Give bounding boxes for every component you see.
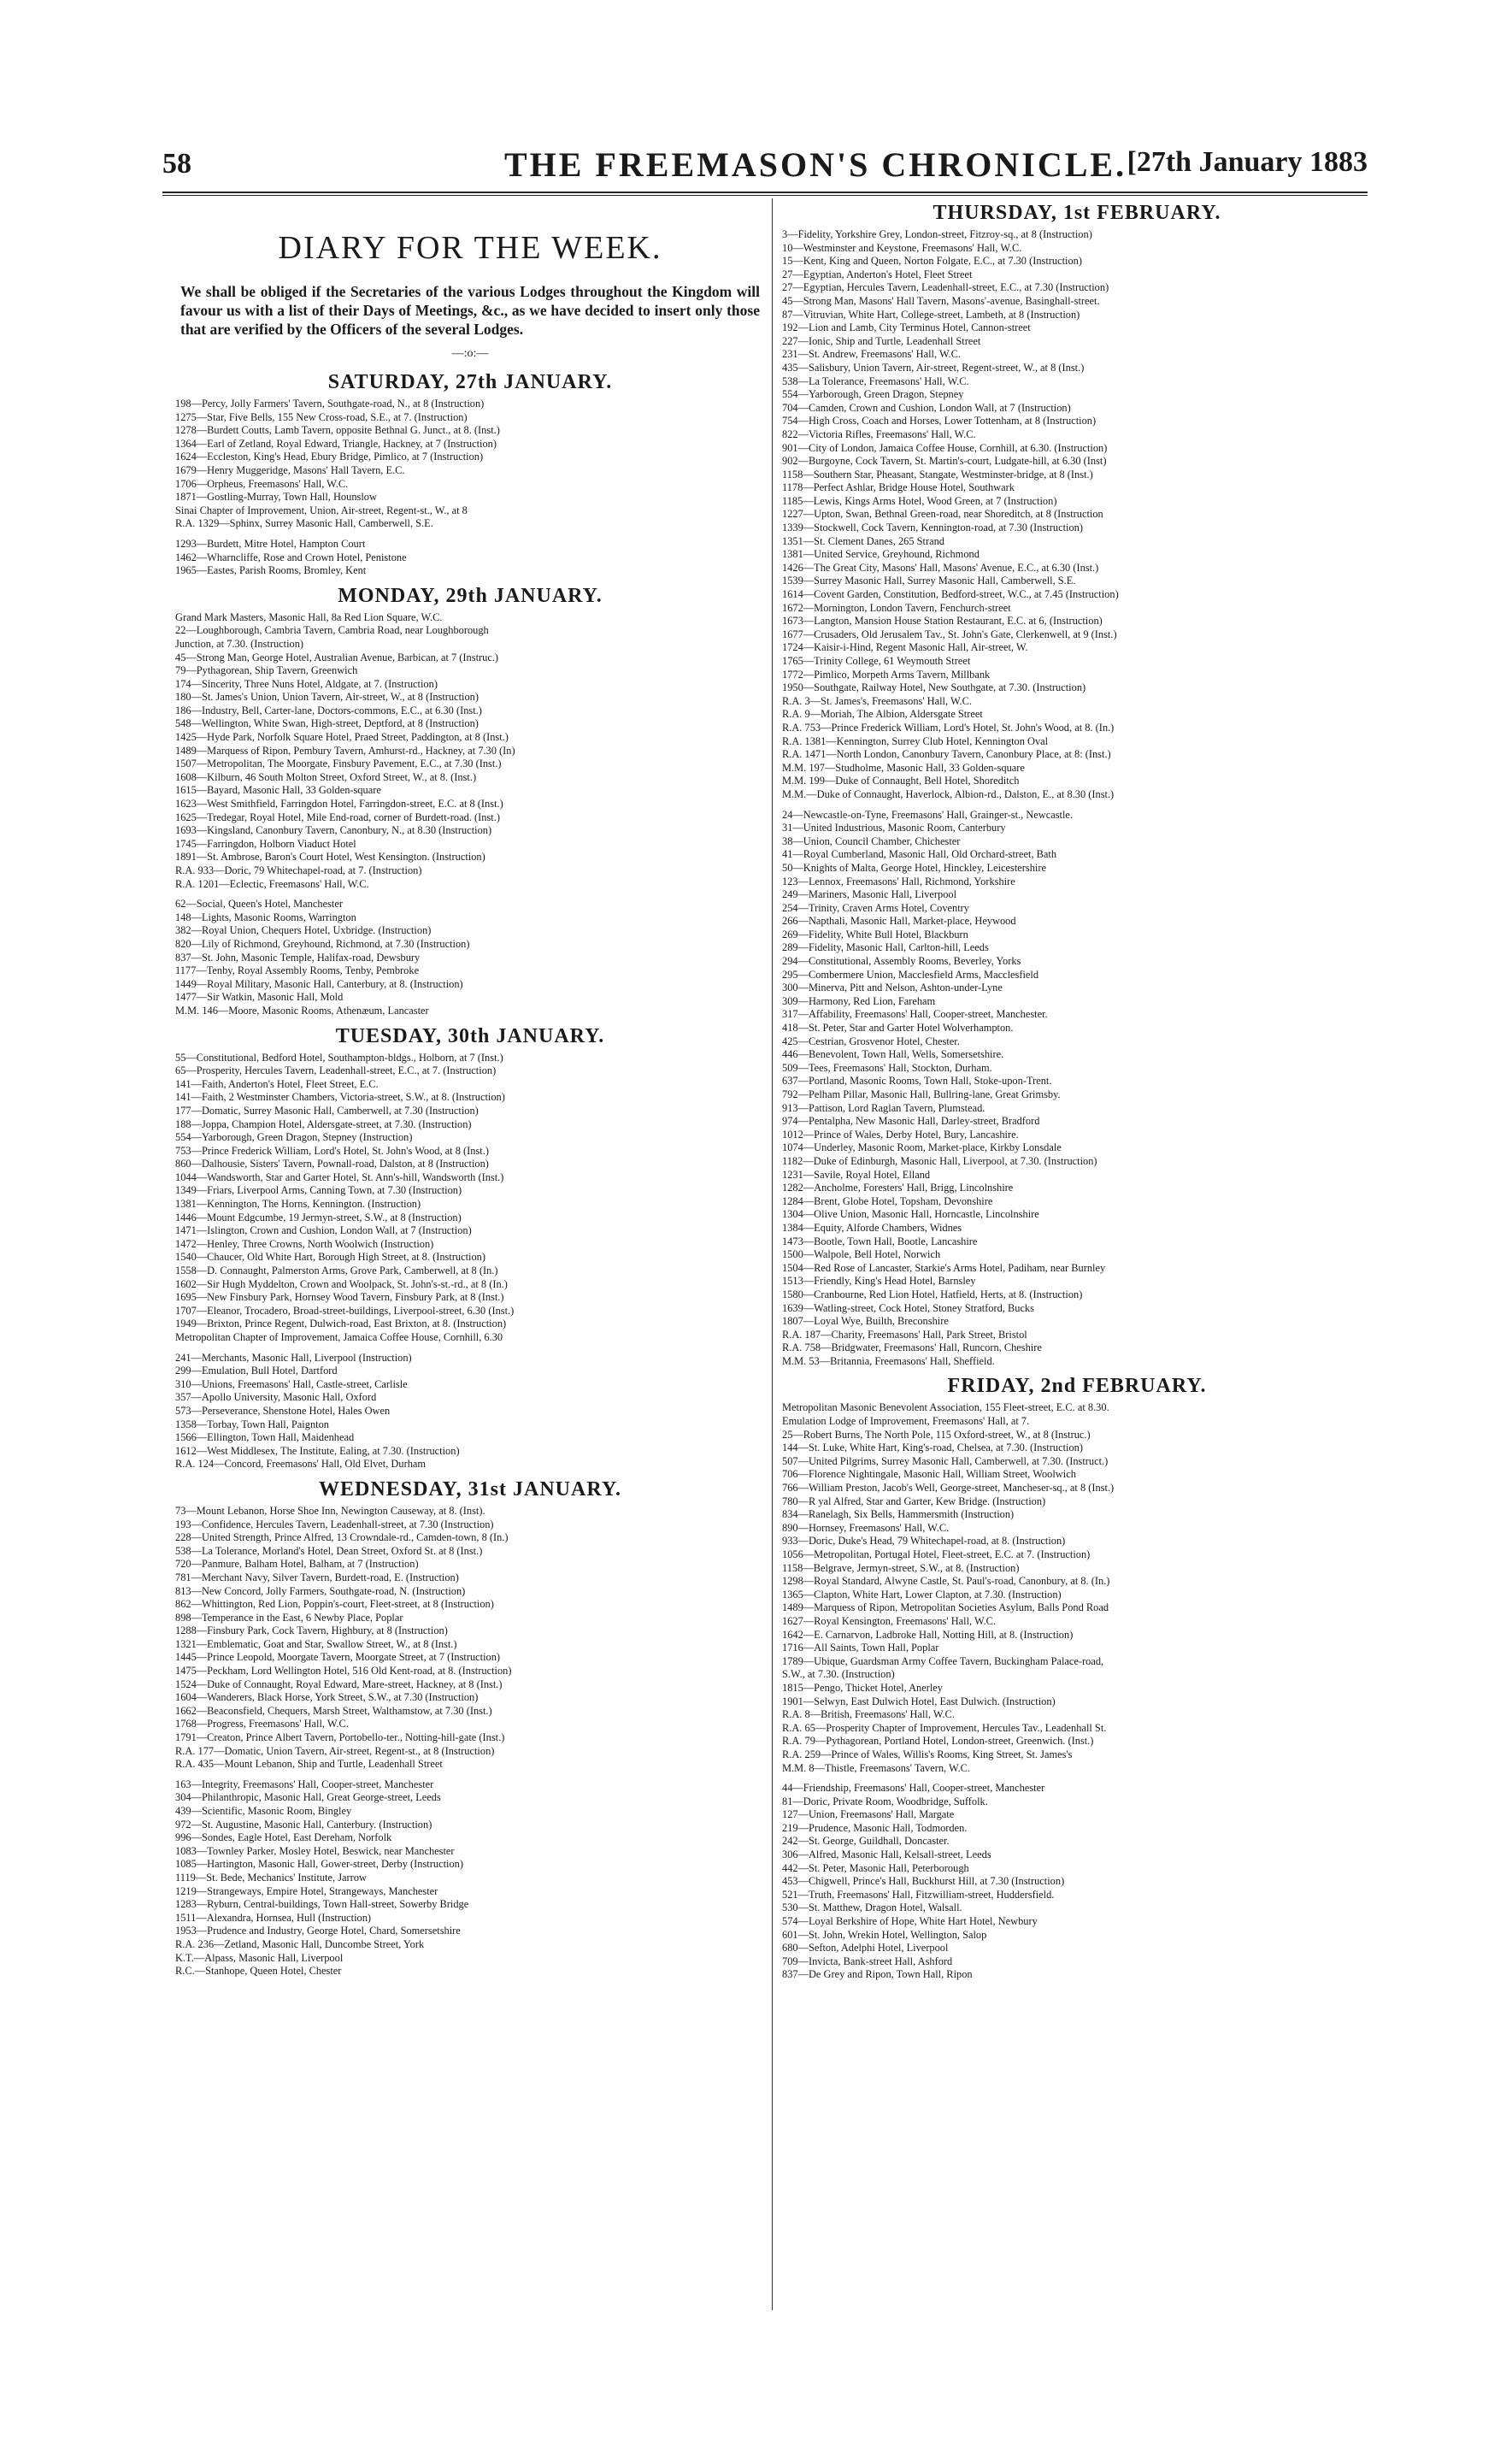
monday-london-list	[175, 611, 765, 891]
lodge-entry: 249—Mariners, Masonic Hall, Liverpool	[782, 888, 957, 901]
lodge-entry: 192—Lion and Lamb, City Terminus Hotel, Cannon-street	[782, 321, 1031, 334]
lodge-entry: 22—Loughborough, Cambria Tavern, Cambria Road, near Loughborough	[175, 624, 489, 637]
lodge-entry: 1012—Prince of Wales, Derby Hotel, Bury, Lancashire.	[782, 1128, 1019, 1141]
lodge-entry: R.A. 3—St. James's, Freemasons' Hall, W.C.	[782, 694, 972, 707]
lodge-entry: 837—De Grey and Ripon, Town Hall, Ripon	[782, 1968, 973, 1981]
lodge-entry: 1608—Kilburn, 46 South Molton Street, Oxford Street, W., at 8. (Inst.)	[175, 770, 477, 783]
lodge-entry: 1623—West Smithfield, Farringdon Hotel, Farringdon-street, E.C. at 8 (Inst.)	[175, 798, 503, 811]
lodge-entry: 1056—Metropolitan, Portugal Hotel, Fleet-street, E.C. at 7. (Instruction)	[782, 1548, 1091, 1560]
lodge-entry: 1953—Prudence and Industry, George Hotel, Chard, Somersetshire	[175, 1925, 461, 1937]
wednesday-london-list	[175, 1505, 765, 1772]
lodge-entry: 435—Salisbury, Union Tavern, Air-street, Regent-street, W., at 8 (Inst.)	[782, 361, 1085, 374]
lodge-entry: R.A. 79—Pythagorean, Portland Hotel, London-street, Greenwich. (Inst.)	[782, 1735, 1094, 1748]
header-rule	[162, 192, 1368, 193]
lodge-entry: 822—Victoria Rifles, Freemasons' Hall, W.C.	[782, 427, 976, 440]
lodge-entry: 1471—Islington, Crown and Cushion, London Wall, at 7 (Instruction)	[175, 1224, 472, 1237]
lodge-entry: 1612—West Middlesex, The Institute, Ealing, at 7.30. (Instruction)	[175, 1444, 460, 1457]
lodge-entry: 554—Yarborough, Green Dragon, Stepney (Instruction)	[175, 1131, 413, 1144]
column-divider	[772, 198, 773, 2310]
lodge-entry: 1426—The Great City, Masons' Hall, Masons' Avenue, E.C., at 6.30 (Inst.)	[782, 561, 1099, 574]
lodge-entry: 1304—Olive Union, Masonic Hall, Horncastle, Lincolnshire	[782, 1208, 1039, 1221]
lodge-entry: 73—Mount Lebanon, Horse Shoe Inn, Newington Causeway, at 8. (Inst).	[175, 1504, 485, 1517]
lodge-entry: M.M. 199—Duke of Connaught, Bell Hotel, Shoreditch	[782, 775, 1020, 787]
lodge-entry: 1219—Strangeways, Empire Hotel, Strangeways, Manchester	[175, 1884, 438, 1897]
lodge-entry: 446—Benevolent, Town Hall, Wells, Somersetshire.	[782, 1048, 1004, 1061]
lodge-entry: 174—Sincerity, Three Nuns Hotel, Aldgate, at 7. (Instruction)	[175, 677, 438, 690]
lodge-entry: 266—Napthali, Masonic Hall, Market-place, Heywood	[782, 915, 1016, 928]
lodge-entry: 1425—Hyde Park, Norfolk Square Hotel, Praed Street, Paddington, at 8 (Inst.)	[175, 731, 509, 744]
lodge-entry: 1772—Pimlico, Morpeth Arms Tavern, Millbank	[782, 668, 991, 681]
lodge-entry: 295—Combermere Union, Macclesfield Arms, Macclesfield	[782, 968, 1039, 981]
lodge-entry: 509—Tees, Freemasons' Hall, Stockton, Durham.	[782, 1061, 992, 1074]
lodge-entry: 1662—Beaconsfield, Chequers, Marsh Street, Walthamstow, at 7.30 (Inst.)	[175, 1704, 492, 1717]
lodge-entry: 530—St. Matthew, Dragon Hotel, Walsall.	[782, 1902, 962, 1914]
lodge-entry: 1504—Red Rose of Lancaster, Starkie's Arms Hotel, Padiham, near Burnley	[782, 1261, 1106, 1274]
lodge-entry: Sinai Chapter of Improvement, Union, Air-street, Regent-st., W., at 8	[175, 504, 468, 516]
lodge-entry: 706—Florence Nightingale, Masonic Hall, William Street, Woolwich	[782, 1468, 1076, 1481]
lodge-entry: 972—St. Augustine, Masonic Hall, Canterbury. (Instruction)	[175, 1818, 432, 1831]
lodge-entry: 38—Union, Council Chamber, Chichester	[782, 834, 961, 847]
lodge-entry: R.A. 9—Moriah, The Albion, Aldersgate Street	[782, 708, 983, 721]
day-heading-friday: FRIDAY, 2nd FEBRUARY.	[947, 1375, 1207, 1398]
lodge-entry: 1602—Sir Hugh Myddelton, Crown and Woolpack, St. John's-st.-rd., at 8 (In.)	[175, 1277, 508, 1290]
lodge-entry: 860—Dalhousie, Sisters' Tavern, Pownall-road, Dalston, at 8 (Instruction)	[175, 1158, 489, 1170]
lodge-entry: 1083—Townley Parker, Mosley Hotel, Beswick, near Manchester	[175, 1844, 455, 1857]
friday-london-list	[782, 1401, 1372, 1775]
tuesday-provincial-list	[175, 1352, 765, 1471]
lodge-entry: K.T.—Alpass, Masonic Hall, Liverpool	[175, 1951, 344, 1964]
lodge-entry: 1524—Duke of Connaught, Royal Edward, Mare-street, Hackney, at 8 (Inst.)	[175, 1677, 503, 1690]
lodge-entry: 294—Constitutional, Assembly Rooms, Beverley, Yorks	[782, 955, 1021, 968]
day-heading-thursday: THURSDAY, 1st FEBRUARY.	[932, 202, 1221, 224]
lodge-entry: R.A. 753—Prince Frederick William, Lord's Hotel, St. John's Wood, at 8. (In.)	[782, 721, 1115, 734]
lodge-entry: 1275—Star, Five Bells, 155 New Cross-road, S.E., at 7. (Instruction)	[175, 410, 468, 423]
lodge-entry: 1604—Wanderers, Black Horse, York Street, S.W., at 7.30 (Instruction)	[175, 1691, 479, 1704]
lodge-entry: 1791—Creaton, Prince Albert Tavern, Portobello-ter., Notting-hill-gate (Inst.)	[175, 1731, 505, 1744]
lodge-entry: 1695—New Finsbury Park, Hornsey Wood Tavern, Finsbury Park, at 8 (Inst.)	[175, 1291, 504, 1304]
day-heading-wednesday: WEDNESDAY, 31st JANUARY.	[319, 1477, 621, 1501]
lodge-entry: 933—Doric, Duke's Head, 79 Whitechapel-road, at 8. (Instruction)	[782, 1535, 1066, 1548]
section-separator: —:o:—	[451, 347, 489, 360]
lodge-entry: 1627—Royal Kensington, Freemasons' Hall, W.C.	[782, 1614, 997, 1627]
lodge-entry: 1815—Pengo, Thicket Hotel, Anerley	[782, 1681, 944, 1694]
saturday-london-list	[175, 398, 765, 531]
lodge-entry: 87—Vitruvian, White Hart, College-street, Lambeth, at 8 (Instruction)	[782, 308, 1080, 321]
lodge-entry: R.A. 933—Doric, 79 Whitechapel-road, at 7. (Instruction)	[175, 864, 422, 876]
lodge-entry: 79—Pythagorean, Ship Tavern, Greenwich	[175, 664, 358, 677]
lodge-entry: 1381—United Service, Greyhound, Richmond	[782, 548, 980, 561]
lodge-entry: 792—Pelham Pillar, Masonic Hall, Bullring-lane, Great Grimsby.	[782, 1088, 1061, 1100]
lodge-entry: 820—Lily of Richmond, Greyhound, Richmond, at 7.30 (Instruction)	[175, 937, 470, 950]
lodge-entry: Junction, at 7.30. (Instruction)	[175, 637, 304, 650]
day-heading-saturday: SATURDAY, 27th JANUARY.	[327, 371, 613, 393]
lodge-entry: 1158—Southern Star, Pheasant, Stangate, Westminster-bridge, at 8 (Inst.)	[782, 468, 1093, 481]
lodge-entry: 1283—Ryburn, Central-buildings, Town Hall-street, Sowerby Bridge	[175, 1898, 469, 1911]
diary-intro: We shall be obliged if the Secretaries of the various Lodges throughout the Kingdom will favour us with a list of their Days of Meetings, &c., as we have decided to insert only those that are verified by the Officers of the several Lodges.	[180, 283, 760, 338]
lodge-entry: 1765—Trinity College, 61 Weymouth Street	[782, 655, 971, 667]
lodge-entry: 231—St. Andrew, Freemasons' Hall, W.C.	[782, 348, 961, 361]
tuesday-london-list	[175, 1052, 765, 1345]
lodge-entry: 1349—Friars, Liverpool Arms, Canning Town, at 7.30 (Instruction)	[175, 1184, 462, 1197]
lodge-entry: 309—Harmony, Red Lion, Fareham	[782, 994, 936, 1007]
lodge-entry: 1473—Bootle, Town Hall, Bootle, Lancashire	[782, 1235, 978, 1247]
lodge-entry: R.A. 1201—Eclectic, Freemasons' Hall, W.C.	[175, 877, 369, 890]
friday-provincial-list	[782, 1782, 1372, 1982]
lodge-entry: 62—Social, Queen's Hotel, Manchester	[175, 898, 343, 911]
lodge-entry: 1679—Henry Muggeridge, Masons' Hall Tavern, E.C.	[175, 463, 405, 476]
lodge-entry: 418—St. Peter, Star and Garter Hotel Wolverhampton.	[782, 1022, 1014, 1035]
lodge-entry: 720—Panmure, Balham Hotel, Balham, at 7 (Instruction)	[175, 1558, 419, 1571]
lodge-entry: 227—Ionic, Ship and Turtle, Leadenhall Street	[782, 334, 981, 347]
lodge-entry: 1539—Surrey Masonic Hall, Surrey Masonic Hall, Camberwell, S.E.	[782, 575, 1076, 587]
lodge-entry: 188—Joppa, Champion Hotel, Aldersgate-street, at 7.30. (Instruction)	[175, 1117, 472, 1130]
lodge-entry: 300—Minerva, Pitt and Nelson, Ashton-under-Lyne	[782, 982, 1003, 994]
lodge-entry: 1227—Upton, Swan, Bethnal Green-road, near Shoreditch, at 8 (Instruction	[782, 508, 1103, 521]
lodge-entry: 1950—Southgate, Railway Hotel, New Southgate, at 7.30. (Instruction)	[782, 681, 1086, 694]
lodge-entry: 1177—Tenby, Royal Assembly Rooms, Tenby, Pembroke	[175, 964, 420, 977]
lodge-entry: 310—Unions, Freemasons' Hall, Castle-street, Carlisle	[175, 1377, 408, 1390]
lodge-entry: R.A. 65—Prosperity Chapter of Improvement, Hercules Tav., Leadenhall St.	[782, 1721, 1107, 1734]
publication-title: THE FREEMASON'S CHRONICLE.	[504, 145, 1127, 184]
left-column	[175, 198, 765, 1985]
lodge-entry: 1625—Tredegar, Royal Hotel, Mile End-road, corner of Burdett-road. (Inst.)	[175, 811, 500, 823]
lodge-entry: 299—Emulation, Bull Hotel, Dartford	[175, 1365, 338, 1377]
lodge-entry: M.M. 8—Thistle, Freemasons' Tavern, W.C.	[782, 1761, 971, 1774]
lodge-entry: 41—Royal Cumberland, Masonic Hall, Old Orchard-street, Bath	[782, 848, 1057, 861]
lodge-entry: 31—United Industrious, Masonic Room, Canterbury	[782, 822, 1006, 834]
lodge-entry: 680—Sefton, Adelphi Hotel, Liverpool	[782, 1942, 949, 1955]
lodge-entry: 573—Perseverance, Shenstone Hotel, Hales Owen	[175, 1404, 391, 1417]
lodge-entry: Grand Mark Masters, Masonic Hall, 8a Red Lion Square, W.C.	[175, 610, 443, 623]
lodge-entry: R.A. 435—Mount Lebanon, Ship and Turtle, Leadenhall Street	[175, 1758, 443, 1771]
lodge-entry: R.A. 1471—North London, Canonbury Tavern, Canonbury Place, at 8: (Inst.)	[782, 748, 1111, 761]
lodge-entry: 1677—Crusaders, Old Jerusalem Tav., St. John's Gate, Clerkenwell, at 9 (Inst.)	[782, 628, 1117, 640]
lodge-entry: 81—Doric, Private Room, Woodbridge, Suffolk.	[782, 1795, 988, 1807]
lodge-entry: R.A. 8—British, Freemasons' Hall, W.C.	[782, 1708, 955, 1721]
lodge-entry: 1231—Savile, Royal Hotel, Elland	[782, 1168, 931, 1181]
lodge-entry: 27—Egyptian, Anderton's Hotel, Fleet Street	[782, 268, 973, 280]
lodge-entry: 1475—Peckham, Lord Wellington Hotel, 516 Old Kent-road, at 8. (Instruction)	[175, 1665, 512, 1677]
lodge-entry: 27—Egyptian, Hercules Tavern, Leadenhall-street, E.C., at 7.30 (Instruction)	[782, 281, 1109, 294]
lodge-entry: R.A. 124—Concord, Freemasons' Hall, Old Elvet, Durham	[175, 1458, 427, 1471]
lodge-entry: 219—Prudence, Masonic Hall, Todmorden.	[782, 1821, 968, 1834]
lodge-entry: 1891—St. Ambrose, Baron's Court Hotel, West Kensington. (Instruction)	[175, 851, 485, 864]
lodge-entry: R.A. 177—Domatic, Union Tavern, Air-street, Regent-st., at 8 (Instruction)	[175, 1744, 495, 1757]
lodge-entry: 1489—Marquess of Ripon, Pembury Tavern, Amhurst-rd., Hackney, at 7.30 (In)	[175, 744, 515, 757]
lodge-entry: R.A. 758—Bridgwater, Freemasons' Hall, Runcorn, Cheshire	[782, 1341, 1042, 1354]
lodge-entry: 1642—E. Carnarvon, Ladbroke Hall, Notting Hill, at 8. (Instruction)	[782, 1628, 1074, 1641]
lodge-entry: 453—Chigwell, Prince's Hall, Buckhurst Hill, at 7.30 (Instruction)	[782, 1875, 1065, 1888]
lodge-entry: 24—Newcastle-on-Tyne, Freemasons' Hall, Grainger-st., Newcastle.	[782, 808, 1074, 821]
lodge-entry: 1339—Stockwell, Cock Tavern, Kennington-road, at 7.30 (Instruction)	[782, 522, 1083, 534]
diary-title: DIARY FOR THE WEEK.	[278, 230, 662, 266]
lodge-entry: 601—St. John, Wrekin Hotel, Wellington, Salop	[782, 1928, 987, 1941]
lodge-entry: 1446—Mount Edgcumbe, 19 Jermyn-street, S.W., at 8 (Instruction)	[175, 1211, 462, 1223]
lodge-entry: 834—Ranelagh, Six Bells, Hammersmith (Instruction)	[782, 1508, 1015, 1521]
lodge-entry: 890—Hornsey, Freemasons' Hall, W.C.	[782, 1521, 950, 1534]
lodge-entry: 521—Truth, Freemasons' Hall, Fitzwilliam-street, Huddersfield.	[782, 1888, 1055, 1901]
lodge-entry: 1044—Wandsworth, Star and Garter Hotel, St. Ann's-hill, Wandsworth (Inst.)	[175, 1170, 504, 1183]
lodge-entry: 1293—Burdett, Mitre Hotel, Hampton Court	[175, 537, 366, 550]
wednesday-provincial-list	[175, 1778, 765, 1978]
lodge-entry: 1724—Kaisir-i-Hind, Regent Masonic Hall, Air-street, W.	[782, 641, 1028, 654]
lodge-entry: 1384—Equity, Alforde Chambers, Widnes	[782, 1221, 962, 1234]
lodge-entry: 177—Domatic, Surrey Masonic Hall, Camberwell, at 7.30 (Instruction)	[175, 1104, 479, 1117]
lodge-entry: 1693—Kingsland, Canonbury Tavern, Canonbury, N., at 8.30 (Instruction)	[175, 824, 492, 837]
lodge-entry: 1511—Alexandra, Hornsea, Hull (Instruction)	[175, 1911, 372, 1924]
lodge-entry: 50—Knights of Malta, George Hotel, Hinckley, Leicestershire	[782, 861, 1046, 874]
lodge-entry: 1284—Brent, Globe Hotel, Topsham, Devonshire	[782, 1194, 993, 1207]
lodge-entry: Emulation Lodge of Improvement, Freemasons' Hall, at 7.	[782, 1415, 1030, 1428]
lodge-entry: Metropolitan Chapter of Improvement, Jamaica Coffee House, Cornhill, 6.30	[175, 1331, 503, 1343]
header-rule-thin	[162, 195, 1368, 196]
lodge-entry: R.A. 1381—Kennington, Surrey Club Hotel, Kennington Oval	[782, 734, 1049, 747]
lodge-entry: 548—Wellington, White Swan, High-street, Deptford, at 8 (Instruction)	[175, 717, 479, 730]
lodge-entry: 1074—Underley, Masonic Room, Market-place, Kirkby Lonsdale	[782, 1141, 1062, 1154]
lodge-entry: M.M. 53—Britannia, Freemasons' Hall, Sheffield.	[782, 1354, 995, 1367]
lodge-entry: 45—Strong Man, Masons' Hall Tavern, Masons'-avenue, Basinghall-street.	[782, 294, 1100, 307]
lodge-entry: 44—Friendship, Freemasons' Hall, Cooper-street, Manchester	[782, 1782, 1045, 1795]
thursday-london-list	[782, 228, 1372, 802]
lodge-entry: 1540—Chaucer, Old White Hart, Borough High Street, at 8. (Instruction)	[175, 1251, 486, 1264]
lodge-entry: 1558—D. Connaught, Palmerston Arms, Grove Park, Camberwell, at 8 (In.)	[175, 1265, 498, 1277]
lodge-entry: 15—Kent, King and Queen, Norton Folgate, E.C., at 7.30 (Instruction)	[782, 255, 1083, 268]
lodge-entry: 439—Scientific, Masonic Room, Bingley	[175, 1805, 352, 1817]
lodge-entry: 1282—Ancholme, Foresters' Hall, Brigg, Lincolnshire	[782, 1182, 1014, 1194]
lodge-entry: 554—Yarborough, Green Dragon, Stepney	[782, 388, 964, 401]
lodge-entry: 1500—Walpole, Bell Hotel, Norwich	[782, 1248, 941, 1261]
lodge-entry: R.A. 236—Zetland, Masonic Hall, Duncombe Street, York	[175, 1937, 425, 1950]
lodge-entry: R.C.—Stanhope, Queen Hotel, Chester	[175, 1965, 342, 1978]
lodge-entry: 1513—Friendly, King's Head Hotel, Barnsley	[782, 1275, 976, 1288]
day-heading-tuesday: TUESDAY, 30th JANUARY.	[335, 1024, 605, 1047]
lodge-entry: 1624—Eccleston, King's Head, Ebury Bridge, Pimlico, at 7 (Instruction)	[175, 451, 484, 463]
lodge-entry: 123—Lennox, Freemasons' Hall, Richmond, Yorkshire	[782, 875, 1015, 887]
page-header	[162, 141, 1368, 192]
issue-date: [27th January 1883	[1127, 146, 1368, 178]
lodge-entry: 862—Whittington, Red Lion, Poppin's-court, Fleet-street, at 8 (Instruction)	[175, 1598, 494, 1611]
lodge-entry: R.A. 1329—Sphinx, Surrey Masonic Hall, Camberwell, S.E.	[175, 517, 433, 530]
lodge-entry: 902—Burgoyne, Cock Tavern, St. Martin's-court, Ludgate-hill, at 6.30 (Inst)	[782, 455, 1107, 468]
lodge-entry: 1949—Brixton, Prince Regent, Dulwich-road, East Brixton, at 8. (Instruction)	[175, 1318, 507, 1330]
lodge-entry: 186—Industry, Bell, Carter-lane, Doctors-commons, E.C., at 6.30 (Inst.)	[175, 704, 482, 716]
lodge-entry: 1462—Wharncliffe, Rose and Crown Hotel, Penistone	[175, 551, 407, 563]
lodge-entry: 780—R yal Alfred, Star and Garter, Kew Bridge. (Instruction)	[782, 1495, 1046, 1507]
lodge-entry: 198—Percy, Jolly Farmers' Tavern, Southgate-road, N., at 8 (Instruction)	[175, 398, 485, 410]
lodge-entry: 1321—Emblematic, Goat and Star, Swallow Street, W., at 8 (Inst.)	[175, 1637, 457, 1650]
lodge-entry: 141—Faith, Anderton's Hotel, Fleet Street, E.C.	[175, 1077, 379, 1090]
day-heading-monday: MONDAY, 29th JANUARY.	[338, 584, 603, 607]
lodge-entry: 163—Integrity, Freemasons' Hall, Cooper-street, Manchester	[175, 1778, 434, 1790]
lodge-entry: 306—Alfred, Masonic Hall, Kelsall-street, Leeds	[782, 1848, 991, 1861]
lodge-entry: M.M.—Duke of Connaught, Haverlock, Albion-rd., Dalston, E., at 8.30 (Inst.)	[782, 787, 1115, 800]
lodge-entry: 127—Union, Freemasons' Hall, Margate	[782, 1808, 955, 1821]
lodge-entry: 1615—Bayard, Masonic Hall, 33 Golden-square	[175, 784, 381, 797]
lodge-entry: 753—Prince Frederick William, Lord's Hotel, St. John's Wood, at 8 (Inst.)	[175, 1144, 489, 1157]
lodge-entry: 1673—Langton, Mansion House Station Restaurant, E.C. at 6, (Instruction)	[782, 615, 1103, 628]
lodge-entry: 289—Fidelity, Masonic Hall, Carlton-hill, Leeds	[782, 941, 989, 954]
lodge-entry: 1965—Eastes, Parish Rooms, Bromley, Kent	[175, 564, 367, 577]
lodge-entry: 141—Faith, 2 Westminster Chambers, Victoria-street, S.W., at 8. (Instruction)	[175, 1091, 505, 1104]
lodge-entry: 1364—Earl of Zetland, Royal Edward, Triangle, Hackney, at 7 (Instruction)	[175, 437, 497, 450]
lodge-entry: 1182—Duke of Edinburgh, Masonic Hall, Liverpool, at 7.30. (Instruction)	[782, 1154, 1097, 1167]
lodge-entry: 180—St. James's Union, Union Tavern, Air-street, W., at 8 (Instruction)	[175, 691, 479, 704]
lodge-entry: 1768—Progress, Freemasons' Hall, W.C.	[175, 1718, 349, 1731]
lodge-entry: 1358—Torbay, Town Hall, Paignton	[175, 1418, 329, 1430]
lodge-entry: 425—Cestrian, Grosvenor Hotel, Chester.	[782, 1035, 960, 1047]
lodge-entry: 507—United Pilgrims, Surrey Masonic Hall, Camberwell, at 7.30. (Instruct.)	[782, 1454, 1109, 1467]
lodge-entry: 637—Portland, Masonic Rooms, Town Hall, Stoke-upon-Trent.	[782, 1075, 1052, 1088]
lodge-entry: 1472—Henley, Three Crowns, North Woolwich (Instruction)	[175, 1237, 434, 1250]
lodge-entry: 193—Confidence, Hercules Tavern, Leadenhall-street, at 7.30 (Instruction)	[175, 1518, 494, 1530]
lodge-entry: 1085—Hartington, Masonic Hall, Gower-street, Derby (Instruction)	[175, 1858, 463, 1871]
lodge-entry: 1278—Burdett Coutts, Lamb Tavern, opposite Bethnal G. Junct., at 8. (Inst.)	[175, 424, 500, 437]
lodge-entry: 317—Affability, Freemasons' Hall, Cooper-street, Manchester.	[782, 1008, 1048, 1021]
lodge-entry: 754—High Cross, Coach and Horses, Lower Tottenham, at 8 (Instruction)	[782, 415, 1097, 427]
lodge-entry: 709—Invicta, Bank-street Hall, Ashford	[782, 1955, 953, 1967]
lodge-entry: 1580—Cranbourne, Red Lion Hotel, Hatfield, Herts, at 8. (Instruction)	[782, 1288, 1083, 1300]
lodge-entry: 1119—St. Bede, Mechanics' Institute, Jarrow	[175, 1871, 367, 1884]
lodge-entry: 1639—Watling-street, Cock Hotel, Stoney Stratford, Bucks	[782, 1301, 1034, 1314]
lodge-entry: R.A. 259—Prince of Wales, Willis's Rooms, King Street, St. James's	[782, 1748, 1073, 1760]
lodge-entry: 837—St. John, Masonic Temple, Halifax-road, Dewsbury	[175, 951, 421, 964]
lodge-entry: 1566—Ellington, Town Hall, Maidenhead	[175, 1431, 355, 1444]
lodge-entry: 901—City of London, Jamaica Coffee House, Cornhill, at 6.30. (Instruction)	[782, 441, 1108, 454]
lodge-entry: 574—Loyal Berkshire of Hope, White Hart Hotel, Newbury	[782, 1915, 1038, 1928]
lodge-entry: 1477—Sir Watkin, Masonic Hall, Mold	[175, 991, 344, 1004]
lodge-entry: 1178—Perfect Ashlar, Bridge House Hotel, Southwark	[782, 481, 1015, 494]
lodge-entry: 3—Fidelity, Yorkshire Grey, London-street, Fitzroy-sq., at 8 (Instruction)	[782, 228, 1092, 240]
lodge-entry: 45—Strong Man, George Hotel, Australian Avenue, Barbican, at 7 (Instruc.)	[175, 651, 499, 663]
lodge-entry: 1507—Metropolitan, The Moorgate, Finsbury Pavement, E.C., at 7.30 (Inst.)	[175, 758, 502, 770]
thursday-provincial-list	[782, 809, 1372, 1369]
lodge-entry: 813—New Concord, Jolly Farmers, Southgate-road, N. (Instruction)	[175, 1584, 466, 1597]
lodge-entry: 254—Trinity, Craven Arms Hotel, Coventry	[782, 901, 970, 914]
lodge-entry: 442—St. Peter, Masonic Hall, Peterborough	[782, 1861, 969, 1874]
lodge-entry: 1716—All Saints, Town Hall, Poplar	[782, 1642, 939, 1654]
lodge-entry: Metropolitan Masonic Benevolent Association, 155 Fleet-street, E.C. at 8.30.	[782, 1401, 1109, 1414]
lodge-entry: 1789—Ubique, Guardsman Army Coffee Tavern, Buckingham Palace-road,	[782, 1654, 1104, 1667]
lodge-entry: 913—Pattison, Lord Raglan Tavern, Plumstead.	[782, 1101, 985, 1114]
lodge-entry: 974—Pentalpha, New Masonic Hall, Darley-street, Bradford	[782, 1115, 1040, 1128]
lodge-entry: 55—Constitutional, Bedford Hotel, Southampton-bldgs., Holborn, at 7 (Inst.)	[175, 1051, 503, 1064]
lodge-entry: 1449—Royal Military, Masonic Hall, Canterbury, at 8. (Instruction)	[175, 977, 463, 990]
lodge-entry: 1807—Loyal Wye, Builth, Breconshire	[782, 1315, 949, 1328]
lodge-entry: 269—Fidelity, White Bull Hotel, Blackburn	[782, 928, 968, 940]
lodge-entry: 1489—Marquess of Ripon, Metropolitan Societies Asylum, Balls Pond Road	[782, 1601, 1109, 1614]
lodge-entry: M.M. 197—Studholme, Masonic Hall, 33 Golden-square	[782, 761, 1025, 774]
lodge-entry: 1871—Gostling-Murray, Town Hall, Hounslow	[175, 491, 377, 504]
lodge-entry: 1707—Eleanor, Trocadero, Broad-street-buildings, Liverpool-street, 6.30 (Inst.)	[175, 1304, 515, 1317]
lodge-entry: 781—Merchant Navy, Silver Tavern, Burdett-road, E. (Instruction)	[175, 1571, 459, 1583]
lodge-entry: 228—United Strength, Prince Alfred, 13 Crowndale-rd., Camden-town, 8 (In.)	[175, 1531, 509, 1544]
lodge-entry: S.W., at 7.30. (Instruction)	[782, 1668, 895, 1681]
saturday-provincial-list	[175, 538, 765, 578]
lodge-entry: 538—La Tolerance, Morland's Hotel, Dean Street, Oxford St. at 8 (Inst.)	[175, 1544, 483, 1557]
lodge-entry: 1288—Finsbury Park, Cock Tavern, Highbury, at 8 (Instruction)	[175, 1624, 448, 1637]
lodge-entry: M.M. 146—Moore, Masonic Rooms, Athenæum, Lancaster	[175, 1004, 429, 1017]
lodge-entry: 1365—Clapton, White Hart, Lower Clapton, at 7.30. (Instruction)	[782, 1588, 1062, 1601]
lodge-entry: 1672—Mornington, London Tavern, Fenchurch-street	[782, 601, 1011, 614]
lodge-entry: 10—Westminster and Keystone, Freemasons' Hall, W.C.	[782, 241, 1022, 254]
lodge-entry: 357—Apollo University, Masonic Hall, Oxford	[175, 1391, 377, 1404]
lodge-entry: 1901—Selwyn, East Dulwich Hotel, East Dulwich. (Instruction)	[782, 1695, 1056, 1707]
right-column	[782, 198, 1372, 1989]
lodge-entry: 25—Robert Burns, The North Pole, 115 Oxford-street, W., at 8 (Instruc.)	[782, 1428, 1091, 1441]
lodge-entry: 382—Royal Union, Chequers Hotel, Uxbridge. (Instruction)	[175, 924, 432, 937]
monday-provincial-list	[175, 898, 765, 1017]
lodge-entry: 538—La Tolerance, Freemasons' Hall, W.C.	[782, 374, 969, 387]
lodge-entry: 1158—Belgrave, Jermyn-street, S.W., at 8. (Instruction)	[782, 1561, 1020, 1574]
page-number: 58	[162, 148, 191, 180]
lodge-entry: 242—St. George, Guildhall, Doncaster.	[782, 1835, 950, 1848]
lodge-entry: 1745—Farringdon, Holborn Viaduct Hotel	[175, 837, 356, 850]
lodge-entry: 1706—Orpheus, Freemasons' Hall, W.C.	[175, 477, 349, 490]
lodge-entry: 766—William Preston, Jacob's Well, George-street, Mancheser-sq., at 8 (Inst.)	[782, 1482, 1115, 1495]
lodge-entry: 1185—Lewis, Kings Arms Hotel, Wood Green, at 7 (Instruction)	[782, 494, 1057, 507]
lodge-entry: 65—Prosperity, Hercules Tavern, Leadenhall-street, E.C., at 7. (Instruction)	[175, 1064, 497, 1077]
lodge-entry: 996—Sondes, Eagle Hotel, East Dereham, Norfolk	[175, 1831, 392, 1844]
lodge-entry: R.A. 187—Charity, Freemasons' Hall, Park Street, Bristol	[782, 1328, 1027, 1341]
lodge-entry: 898—Temperance in the East, 6 Newby Place, Poplar	[175, 1611, 403, 1624]
lodge-entry: 1445—Prince Leopold, Moorgate Tavern, Moorgate Street, at 7 (Instruction)	[175, 1651, 501, 1664]
lodge-entry: 304—Philanthropic, Masonic Hall, Great George-street, Leeds	[175, 1791, 441, 1804]
lodge-entry: 144—St. Luke, White Hart, King's-road, Chelsea, at 7.30. (Instruction)	[782, 1442, 1083, 1454]
lodge-entry: 1298—Royal Standard, Alwyne Castle, St. Paul's-road, Canonbury, at 8. (In.)	[782, 1575, 1110, 1588]
lodge-entry: 1351—St. Clement Danes, 265 Strand	[782, 534, 944, 547]
lodge-entry: 1614—Covent Garden, Constitution, Bedford-street, W.C., at 7.45 (Instruction)	[782, 588, 1119, 601]
lodge-entry: 241—Merchants, Masonic Hall, Liverpool (Instruction)	[175, 1351, 412, 1364]
lodge-entry: 148—Lights, Masonic Rooms, Warrington	[175, 911, 356, 923]
lodge-entry: 704—Camden, Crown and Cushion, London Wall, at 7 (Instruction)	[782, 401, 1071, 414]
lodge-entry: 1381—Kennington, The Horns, Kennington. (Instruction)	[175, 1198, 421, 1211]
